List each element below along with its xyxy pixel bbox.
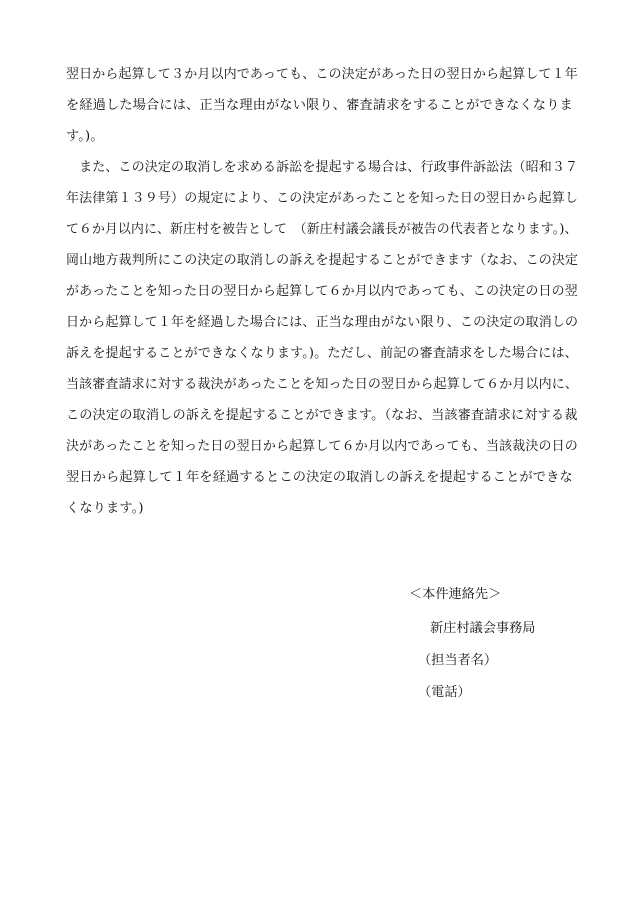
body-line: 決があったことを知った日の翌日から起算して６か月以内であっても、当該裁決の日の bbox=[66, 439, 578, 454]
body-line: を経過した場合には、正当な理由がない限り、審査請求をすることができなくなりま bbox=[66, 98, 573, 113]
body-line: て６か月以内に、新庄村を被告として （新庄村議会議長が被告の代表者となります。)、 bbox=[66, 222, 578, 237]
body-line: 年法律第１３９号）の規定により、この決定があったことを知った日の翌日から起算し bbox=[66, 191, 579, 206]
body-line: この決定の取消しの訴えを提起することができます。（なお、当該審査請求に対する裁 bbox=[66, 408, 578, 423]
body-line: 日から起算して１年を経過した場合には、正当な理由がない限り、この決定の取消しの bbox=[66, 315, 579, 330]
contact-heading: ＜本件連絡先＞ bbox=[409, 587, 502, 602]
body-line: 当該審査請求に対する裁決があったことを知った日の翌日から起算して６か月以内に、 bbox=[66, 377, 579, 392]
contact-phone: （電話） bbox=[418, 685, 471, 700]
body-line: 岡山地方裁判所にこの決定の取消しの訴えを提起することができます（なお、この決定 bbox=[66, 253, 579, 268]
body-line: また、この決定の取消しを求める訴訟を提起する場合は、行政事件訴訟法（昭和３７ bbox=[66, 160, 579, 175]
body-line: 翌日から起算して１年を経過するとこの決定の取消しの訴えを提起することができな bbox=[66, 470, 573, 485]
contact-office: 新庄村議会事務局 bbox=[430, 621, 536, 636]
body-line: 訴えを提起することができなくなります。)。ただし、前記の審査請求をした場合には、 bbox=[66, 346, 578, 361]
body-line: す。)。 bbox=[66, 129, 104, 144]
body-line: 翌日から起算して３か月以内であっても、この決定があった日の翌日から起算して１年 bbox=[66, 67, 578, 82]
contact-person: （担当者名） bbox=[418, 653, 498, 668]
body-line: があったことを知った日の翌日から起算して６か月以内であっても、この決定の日の翌 bbox=[66, 284, 578, 299]
body-line: くなります。) bbox=[66, 501, 144, 516]
